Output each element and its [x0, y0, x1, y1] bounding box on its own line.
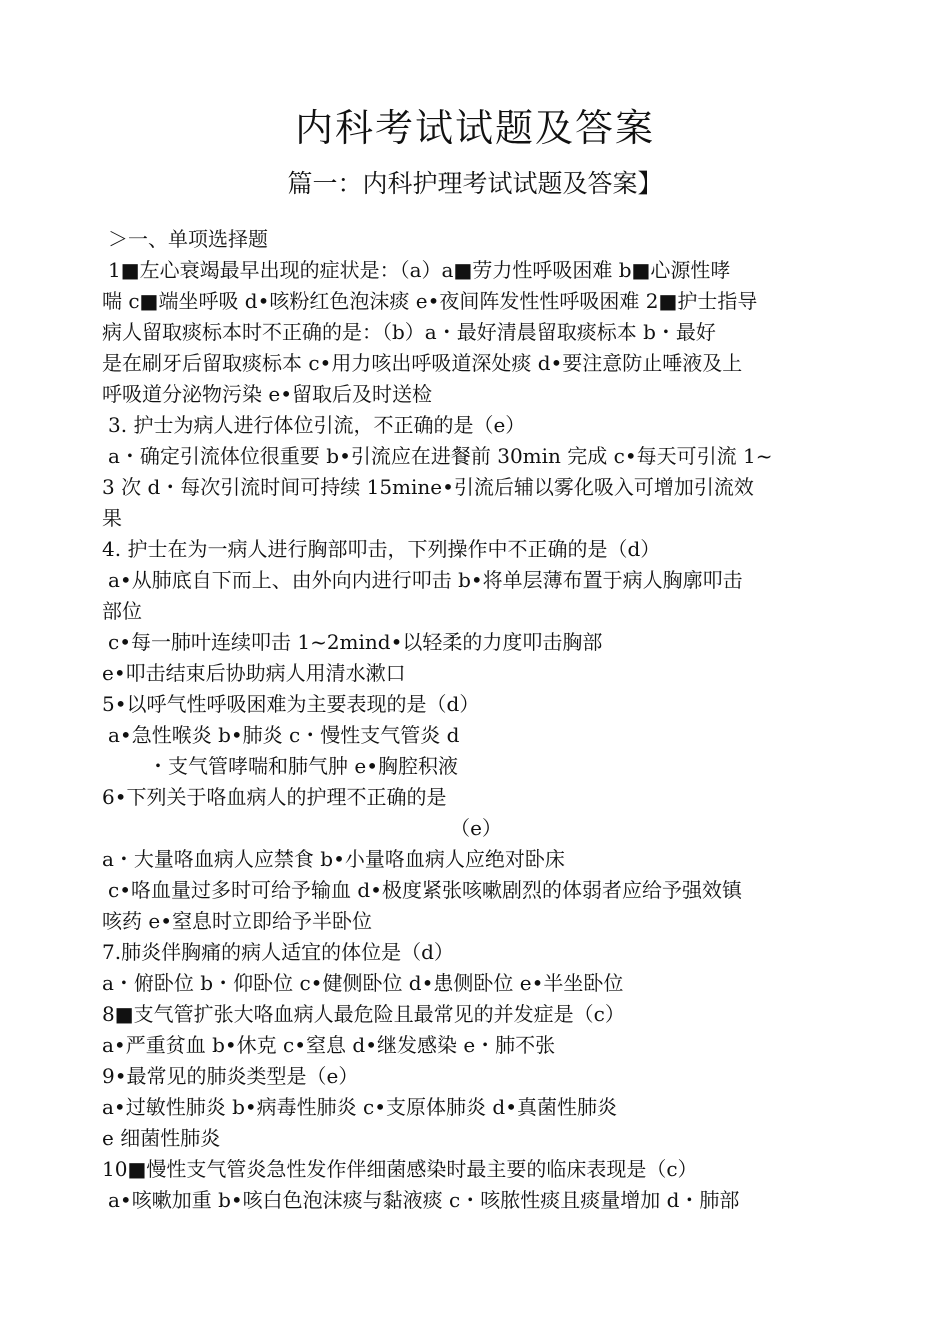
text-line: 3. 护士为病人进行体位引流，不正确的是（e）: [108, 413, 526, 437]
text-line: c•咯血量过多时可给予输血 d•极度紧张咳嗽剧烈的体弱者应给予强效镇: [108, 878, 742, 902]
text-line: 8■支气管扩张大咯血病人最危险且最常见的并发症是（c）: [102, 1002, 625, 1026]
text-line: 咳药 e•窒息时立即给予半卧位: [102, 909, 372, 933]
document-title: 内科考试试题及答案: [294, 106, 655, 150]
text-line: 6•下列关于咯血病人的护理不正确的是: [102, 785, 447, 809]
text-line: 7.肺炎伴胸痛的病人适宜的体位是（d）: [102, 940, 454, 964]
text-line: 5•以呼气性呼吸困难为主要表现的是（d）: [102, 692, 480, 716]
text-line: 呼吸道分泌物污染 e•留取后及时送检: [102, 382, 432, 406]
text-line: 4. 护士在为一病人进行胸部叩击，下列操作中不正确的是（d）: [102, 537, 661, 561]
text-line: （e）: [450, 816, 502, 840]
document-subtitle: 篇一：内科护理考试试题及答案】: [287, 169, 663, 198]
text-line: a•严重贫血 b•休克 c•窒息 d•继发感染 e・肺不张: [102, 1033, 556, 1057]
text-line: a・大量咯血病人应禁食 b•小量咯血病人应绝对卧床: [102, 847, 565, 871]
text-line: 1■左心衰竭最早出现的症状是：（a）a■劳力性呼吸困难 b■心源性哮: [108, 258, 731, 282]
text-line: 果: [102, 506, 122, 530]
text-line: a•急性喉炎 b•肺炎 c・慢性支气管炎 d: [108, 723, 460, 747]
text-line: 3 次 d・每次引流时间可持续 15mine•引流后辅以雾化吸入可增加引流效: [102, 475, 754, 499]
text-line: 部位: [102, 599, 142, 623]
document-body: [102, 224, 850, 1216]
text-line: 10■慢性支气管炎急性发作伴细菌感染时最主要的临床表现是（c）: [102, 1157, 698, 1181]
text-line: e 细菌性肺炎: [102, 1126, 221, 1150]
text-line: 病人留取痰标本时不正确的是：（b）a・最好清晨留取痰标本 b・最好: [102, 320, 716, 344]
text-line: a・俯卧位 b・仰卧位 c•健侧卧位 d•患侧卧位 e•半坐卧位: [102, 971, 624, 995]
text-line: 喘 c■端坐呼吸 d•咳粉红色泡沫痰 e•夜间阵发性性呼吸困难 2■护士指导: [102, 289, 758, 313]
section-heading: ＞一、单项选择题: [108, 227, 268, 251]
text-line: a•从肺底自下而上、由外向内进行叩击 b•将单层薄布置于病人胸廓叩击: [108, 568, 743, 592]
text-line: a・确定引流体位很重要 b•引流应在进餐前 30min 完成 c•每天可引流 1~: [108, 444, 773, 468]
text-line: a•过敏性肺炎 b•病毒性肺炎 c•支原体肺炎 d•真菌性肺炎: [102, 1095, 617, 1119]
text-line: c•每一肺叶连续叩击 1~2mind•以轻柔的力度叩击胸部: [108, 630, 603, 654]
text-line: 是在刷牙后留取痰标本 c•用力咳出呼吸道深处痰 d•要注意防止唾液及上: [102, 351, 743, 375]
text-line: 9•最常见的肺炎类型是（e）: [102, 1064, 359, 1088]
text-line: a•咳嗽加重 b•咳白色泡沫痰与黏液痰 c・咳脓性痰且痰量增加 d・肺部: [108, 1188, 740, 1212]
text-line: ・支气管哮喘和肺气肿 e•胸腔积液: [148, 754, 458, 778]
text-line: e•叩击结束后协助病人用清水漱口: [102, 661, 406, 685]
